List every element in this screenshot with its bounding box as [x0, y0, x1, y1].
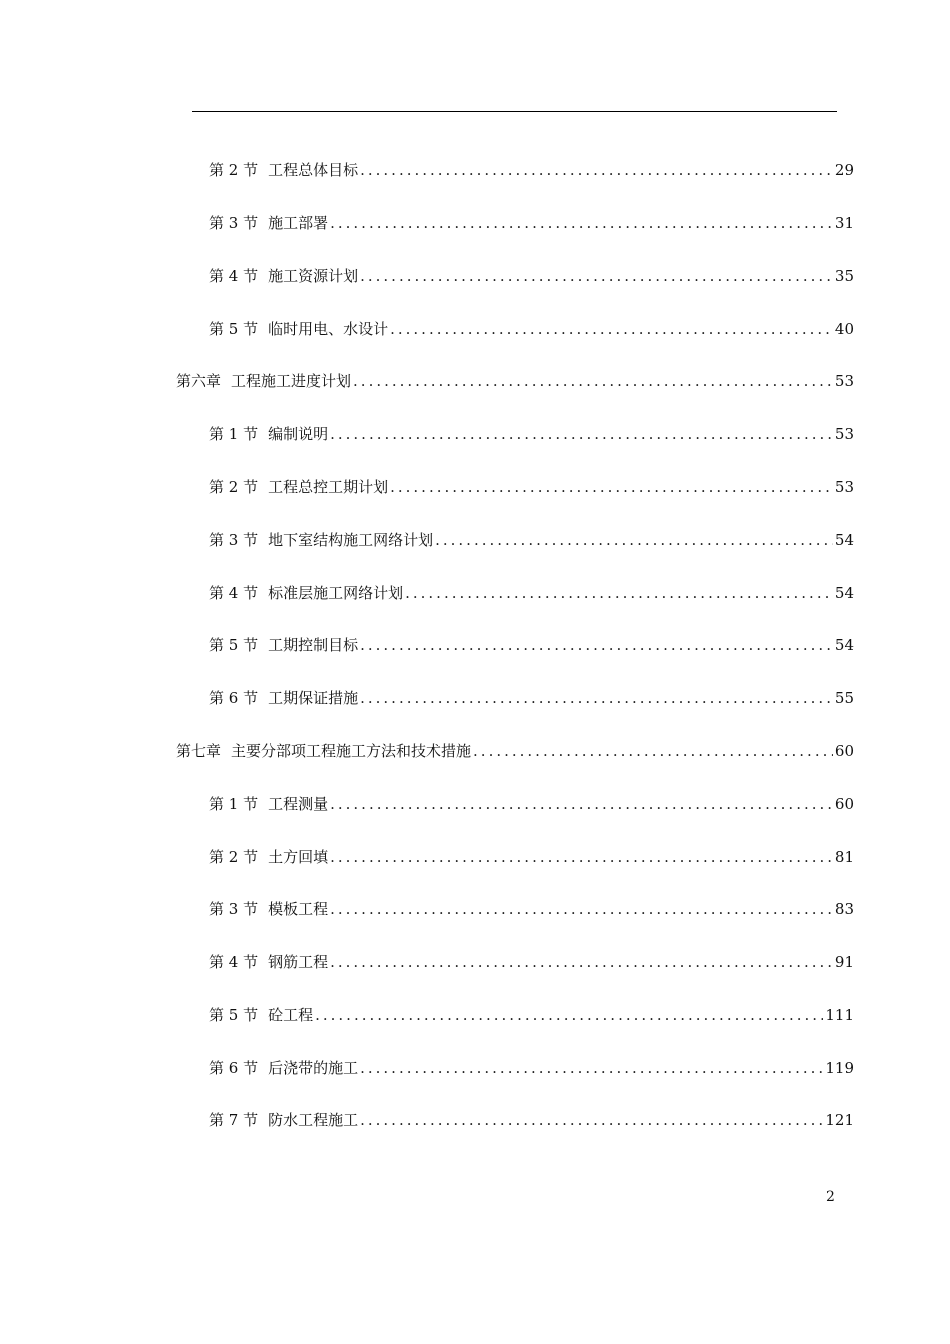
- toc-entry-number: 第 5 节: [209, 320, 259, 338]
- toc-entry-title: 模板工程: [268, 900, 329, 918]
- dot-leader: [330, 424, 833, 444]
- toc-entry-title: 地下室结构施工网络计划: [268, 531, 434, 549]
- toc-entry-number: 第七章: [176, 742, 222, 760]
- toc-entry-number: 第 1 节: [209, 795, 259, 813]
- dot-leader: [360, 1058, 823, 1078]
- toc-entry[interactable]: [209, 952, 854, 972]
- toc-entry-title: 土方回填: [268, 848, 329, 866]
- toc-entry[interactable]: [209, 688, 854, 708]
- dot-leader: [353, 371, 833, 391]
- toc-entry-title: 钢筋工程: [268, 953, 329, 971]
- toc-entry-page: 111: [825, 1006, 854, 1024]
- toc-entry-title: 砼工程: [268, 1006, 314, 1024]
- toc-entry[interactable]: [209, 1110, 854, 1130]
- toc-entry-page: 53: [834, 372, 854, 390]
- toc-entry-number: 第 1 节: [209, 425, 259, 443]
- toc-entry-number: 第 6 节: [209, 689, 259, 707]
- toc-entry[interactable]: [209, 160, 854, 180]
- dot-leader: [473, 741, 833, 761]
- toc-entry-title: 工期保证措施: [268, 689, 359, 707]
- dot-leader: [330, 899, 833, 919]
- toc-entry-page: 54: [834, 584, 854, 602]
- toc-entry[interactable]: [209, 477, 854, 497]
- dot-leader: [315, 1005, 823, 1025]
- toc-entry[interactable]: [209, 794, 854, 814]
- toc-entry[interactable]: [209, 530, 854, 550]
- dot-leader: [360, 1110, 823, 1130]
- dot-leader: [330, 847, 833, 867]
- toc-entry-title: 标准层施工网络计划: [268, 584, 404, 602]
- toc-entry-number: 第 3 节: [209, 900, 259, 918]
- toc-entry-number: 第 5 节: [209, 1006, 259, 1024]
- toc-entry-number: 第 4 节: [209, 584, 259, 602]
- toc-entry[interactable]: [209, 583, 854, 603]
- toc-entry-number: 第 3 节: [209, 214, 259, 232]
- toc-entry-page: 40: [834, 320, 854, 338]
- toc-entry[interactable]: [209, 1005, 854, 1025]
- toc-entry[interactable]: [209, 635, 854, 655]
- toc-entry-page: 53: [834, 478, 854, 496]
- toc-entry-page: 119: [825, 1059, 854, 1077]
- toc-entry-number: 第 4 节: [209, 267, 259, 285]
- dot-leader: [360, 635, 833, 655]
- toc-entry-page: 35: [834, 267, 854, 285]
- toc-entry-title: 施工资源计划: [268, 267, 359, 285]
- toc-entry-number: 第 5 节: [209, 636, 259, 654]
- toc-entry-title: 防水工程施工: [268, 1111, 359, 1129]
- toc-entry-title: 后浇带的施工: [268, 1059, 359, 1077]
- dot-leader: [360, 160, 833, 180]
- dot-leader: [390, 319, 833, 339]
- toc-entry-title: 临时用电、水设计: [268, 320, 389, 338]
- toc-entry-page: 31: [834, 214, 854, 232]
- toc-entry-number: 第六章: [176, 372, 222, 390]
- dot-leader: [330, 794, 833, 814]
- dot-leader: [360, 266, 833, 286]
- toc-entry-title: 工期控制目标: [268, 636, 359, 654]
- toc-entry-number: 第 6 节: [209, 1059, 259, 1077]
- toc-entry-number: 第 3 节: [209, 531, 259, 549]
- dot-leader: [330, 952, 833, 972]
- toc-entry[interactable]: [209, 266, 854, 286]
- toc-chapter-entry[interactable]: [176, 741, 854, 761]
- dot-leader: [435, 530, 833, 550]
- dot-leader: [360, 688, 833, 708]
- toc-entry-page: 55: [834, 689, 854, 707]
- toc-entry[interactable]: [209, 847, 854, 867]
- toc-entry-number: 第 2 节: [209, 161, 259, 179]
- toc-entry-title: 工程施工进度计划: [231, 372, 352, 390]
- toc-entry[interactable]: [209, 1058, 854, 1078]
- toc-entry-page: 60: [834, 795, 854, 813]
- toc-entry-page: 54: [834, 531, 854, 549]
- toc-entry-page: 81: [834, 848, 854, 866]
- toc-entry-page: 54: [834, 636, 854, 654]
- toc-entry-title: 工程测量: [268, 795, 329, 813]
- toc-entry-number: 第 2 节: [209, 848, 259, 866]
- dot-leader: [330, 213, 833, 233]
- toc-entry[interactable]: [209, 424, 854, 444]
- toc-entry-title: 编制说明: [268, 425, 329, 443]
- toc-entry-page: 83: [834, 900, 854, 918]
- toc-entry-number: 第 4 节: [209, 953, 259, 971]
- toc-entry[interactable]: [209, 899, 854, 919]
- dot-leader: [405, 583, 833, 603]
- toc-entry[interactable]: [209, 213, 854, 233]
- toc-entry-page: 121: [825, 1111, 854, 1129]
- toc-entry-page: 91: [834, 953, 854, 971]
- dot-leader: [390, 477, 833, 497]
- toc-entry-number: 第 7 节: [209, 1111, 259, 1129]
- toc-entry-page: 53: [834, 425, 854, 443]
- toc-entry-page: 60: [834, 742, 854, 760]
- toc-entry-number: 第 2 节: [209, 478, 259, 496]
- toc-entry-title: 主要分部项工程施工方法和技术措施: [231, 742, 472, 760]
- toc-entry-title: 工程总控工期计划: [268, 478, 389, 496]
- toc-entry-title: 工程总体目标: [268, 161, 359, 179]
- page-number: 2: [826, 1189, 835, 1205]
- toc-entry-title: 施工部署: [268, 214, 329, 232]
- toc-entry-page: 29: [834, 161, 854, 179]
- toc-chapter-entry[interactable]: [176, 371, 854, 391]
- toc-entry[interactable]: [209, 319, 854, 339]
